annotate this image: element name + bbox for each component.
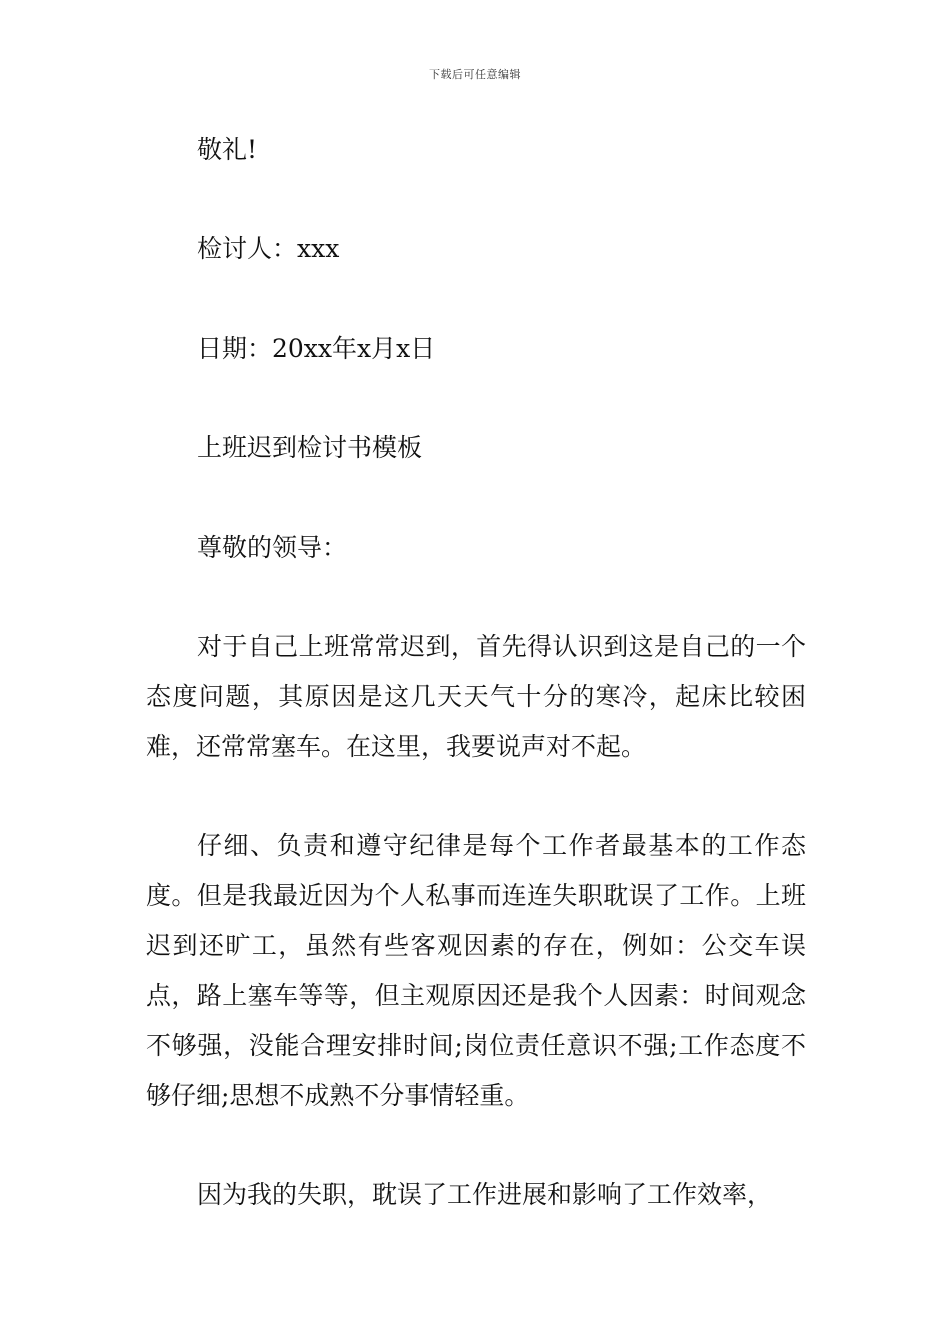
signer-line: 检讨人：xxx <box>197 234 340 263</box>
date-line: 日期：20xx年x月x日 <box>197 334 436 363</box>
salutation-line: 尊敬的领导： <box>197 533 348 562</box>
document-title: 上班迟到检讨书模板 <box>197 433 423 462</box>
paragraph-3: 因为我的失职，耽误了工作进展和影响了工作效率， <box>197 1180 773 1209</box>
page-header: 下载后可任意编辑 <box>429 68 521 81</box>
closing-line: 敬礼! <box>197 135 258 164</box>
paragraph-1: 对于自己上班常常迟到，首先得认识到这是自己的一个态度问题，其原因是这几天天气十分的寒冷，起床比较困难，还常常塞车。在这里，我要说声对不起。 <box>146 632 806 761</box>
paragraph-2: 仔细、负责和遵守纪律是每个工作者最基本的工作态度。但是我最近因为个人私事而连连失职耽误了工作。上班迟到还旷工，虽然有些客观因素的存在，例如：公交车误点，路上塞车等等，但主观原因还是我个人因素：时间观念不够强，没能合理安排时间;岗位责任意识不强;工作态度不够仔细;思想不成熟不分事情轻重。 <box>146 831 806 1110</box>
